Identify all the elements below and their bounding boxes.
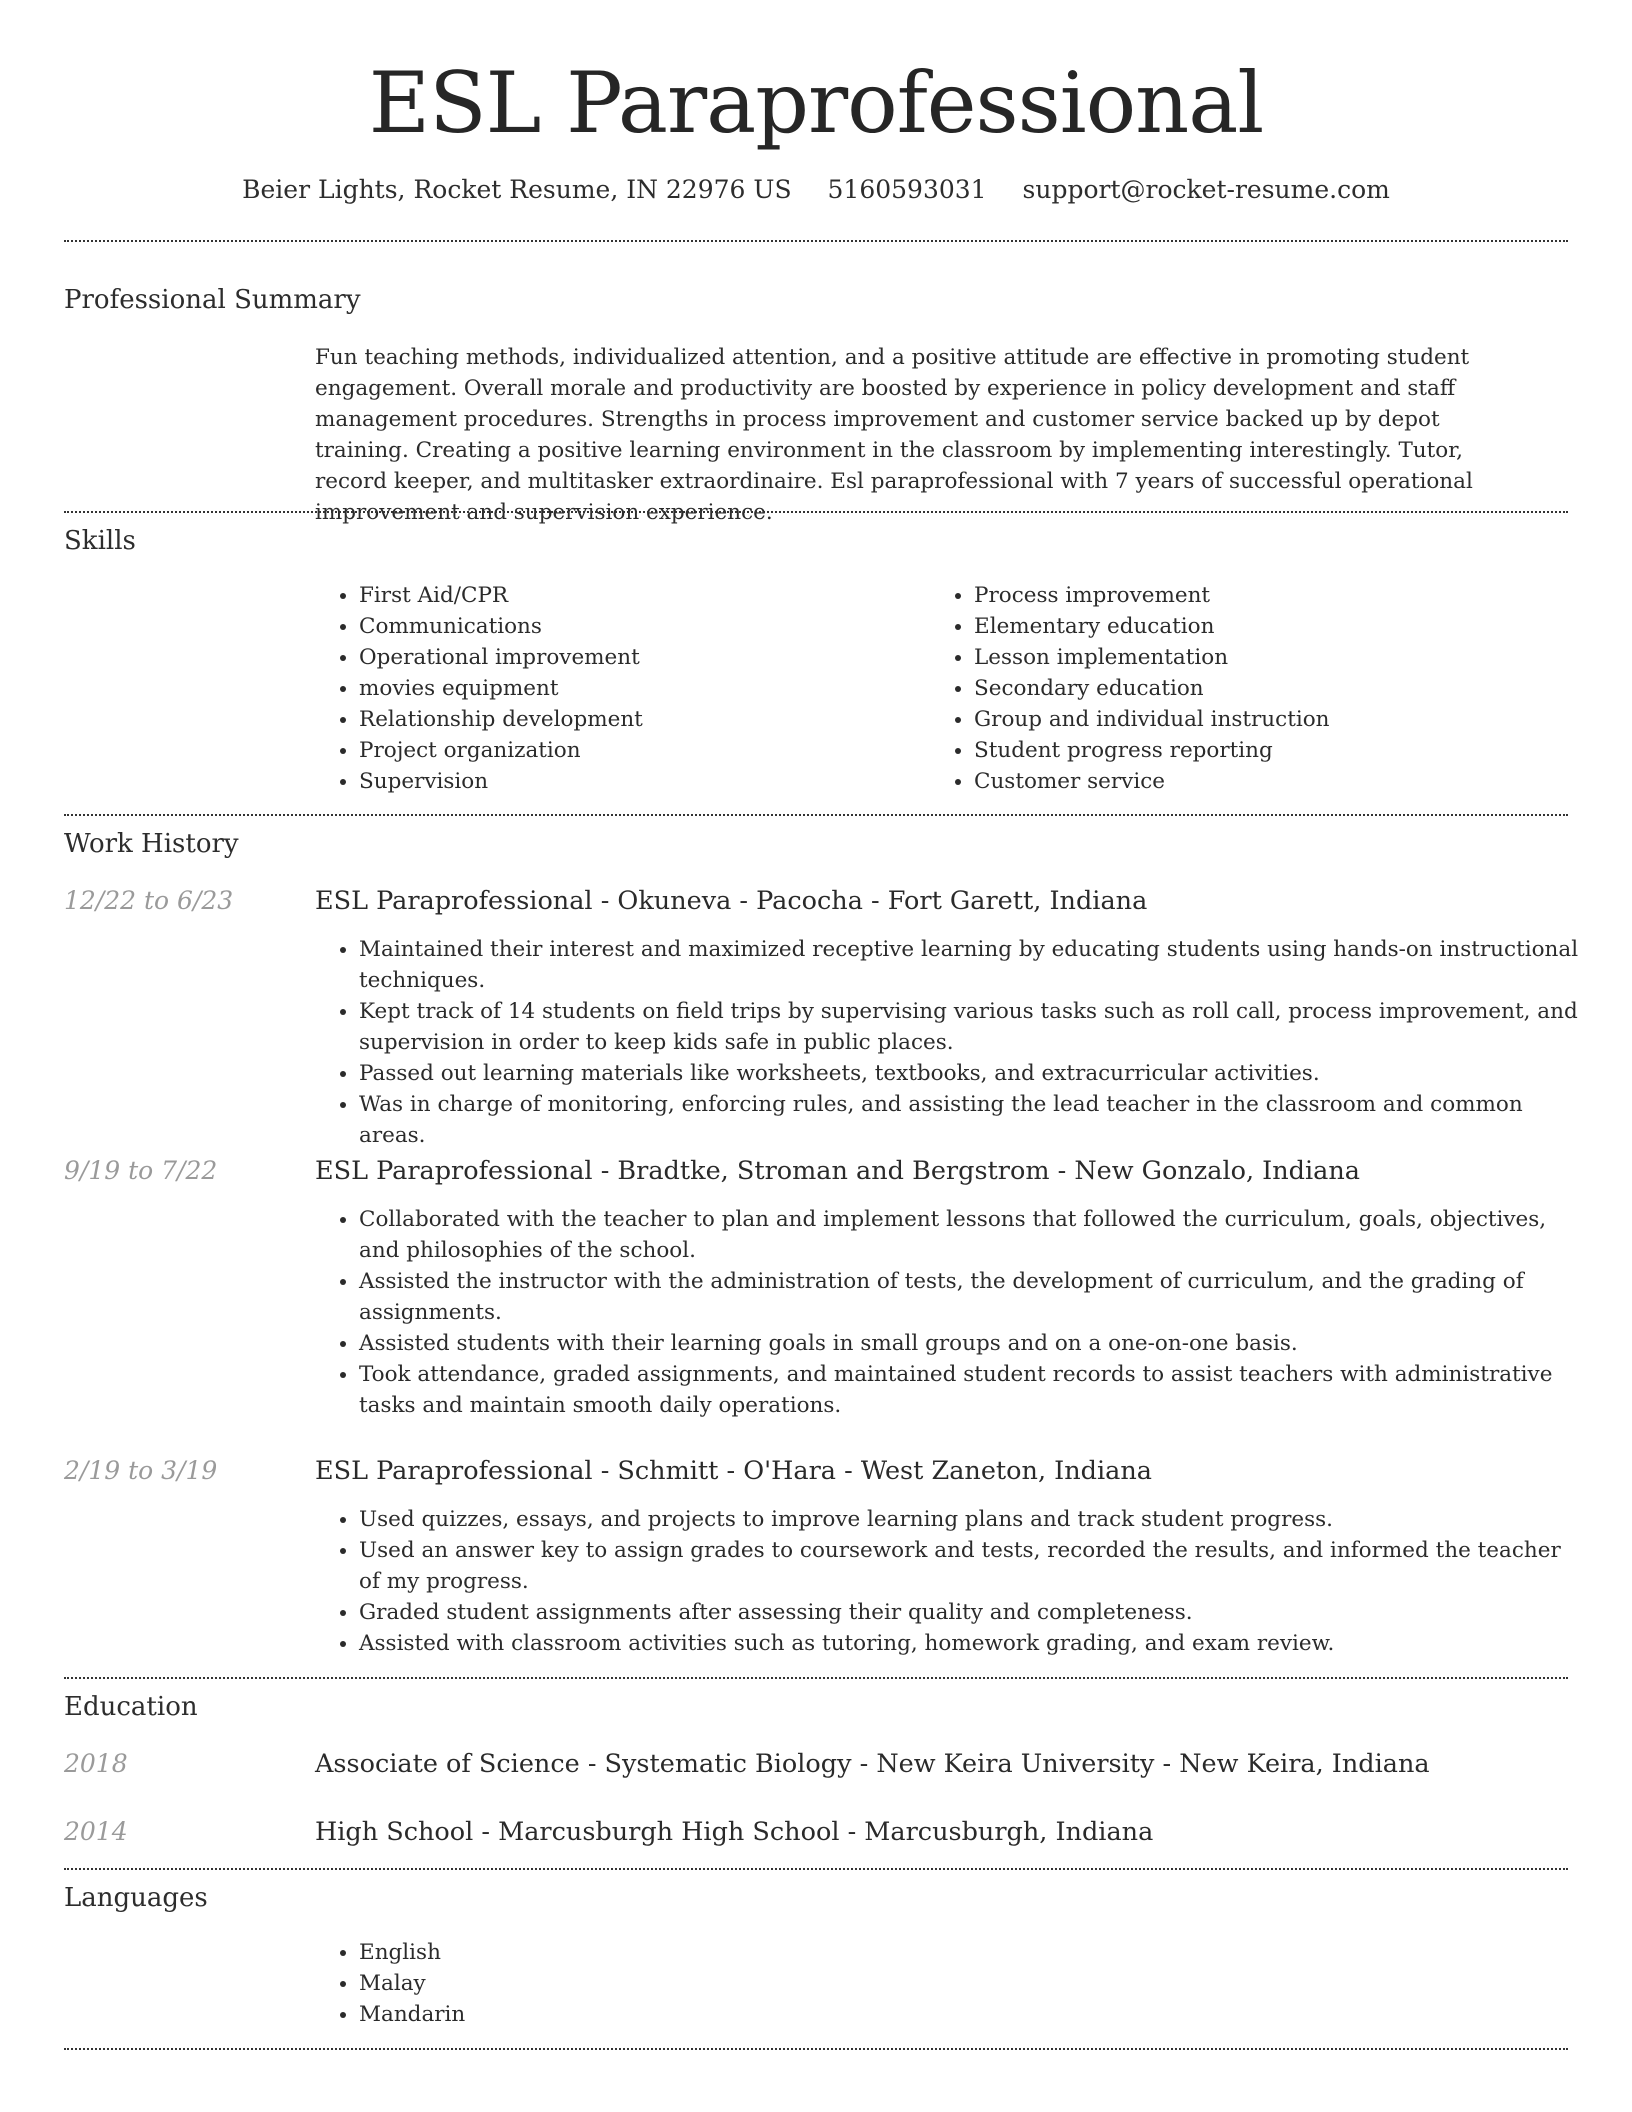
languages-list [315,1937,919,2030]
language-item: • English [359,1937,919,1968]
job-heading: ESL Paraprofessional - Schmitt - O'Hara - West Zaneton, Indiana [315,1456,1152,1486]
education-heading: Education [64,1692,198,1722]
skill-item: • Elementary education [974,611,1534,642]
job-heading: ESL Paraprofessional - Bradtke, Stroman and Bergstrom - New Gonzalo, Indiana [315,1156,1360,1186]
skills-list-right [930,580,1534,797]
contact-address: Beier Lights, Rocket Resume, IN 22976 US [242,175,792,204]
contact-phone: 5160593031 [827,175,987,204]
summary-heading: Professional Summary [64,285,361,315]
job-bullet: • Passed out learning materials like worksheets, textbooks, and extracurricular activities. [359,1058,1579,1089]
section-divider [64,1868,1568,1870]
skill-item: • Customer service [974,766,1534,797]
job-dates: 12/22 to 6/23 [64,886,234,915]
contact-line [0,172,1632,208]
education-heading-line: High School - Marcusburgh High School - Marcusburgh, Indiana [315,1817,1154,1847]
language-item: • Malay [359,1968,919,1999]
section-divider [64,1677,1568,1679]
job-dates: 9/19 to 7/22 [64,1156,218,1185]
job-bullet: • Took attendance, graded assignments, and maintained student records to assist teachers with administrative tasks and maintain smooth daily operations. [359,1359,1579,1421]
skill-item: • Group and individual instruction [974,704,1534,735]
job-bullets [315,934,1579,1151]
summary-text: Fun teaching methods, individualized attention, and a positive attitude are effective in promoting student engagement. Overall morale and productivity are boosted by experience in policy development and staff management procedures. Strengths in process improvement and customer service backed up by depot training. Creating a positive learning environment in the classroom by implementing interestingly. Tutor, record keeper, and multitasker extraordinaire. Esl paraprofessional with 7 years of successful operational improvement and supervision experience. [315,345,1473,525]
section-divider [64,2048,1568,2050]
skill-item: • Communications [359,611,919,642]
job-bullet: • Kept track of 14 students on field trips by supervising various tasks such as roll call, process improvement, and supervision in order to keep kids safe in public places. [359,996,1579,1058]
job-dates: 2/19 to 3/19 [64,1456,218,1485]
job-bullet: • Graded student assignments after assessing their quality and completeness. [359,1597,1579,1628]
language-item: • Mandarin [359,1999,919,2030]
education-heading-line: Associate of Science - Systematic Biology - New Keira University - New Keira, Indiana [315,1749,1430,1779]
skill-item: • Operational improvement [359,642,919,673]
job-bullet: • Was in charge of monitoring, enforcing rules, and assisting the lead teacher in the classroom and common areas. [359,1089,1579,1151]
skills-list-left [315,580,919,797]
skill-item: • Project organization [359,735,919,766]
skill-item: • Supervision [359,766,919,797]
job-bullet: • Maintained their interest and maximized receptive learning by educating students using hands-on instructional techniques. [359,934,1579,996]
section-divider [64,240,1568,242]
job-bullet: • Collaborated with the teacher to plan and implement lessons that followed the curriculum, goals, objectives, and philosophies of the school. [359,1204,1579,1266]
work-heading: Work History [64,829,239,859]
job-bullet: • Used quizzes, essays, and projects to improve learning plans and track student progress. [359,1504,1579,1535]
job-bullets [315,1204,1579,1421]
education-year: 2018 [64,1749,128,1778]
skill-item: • Relationship development [359,704,919,735]
job-bullet: • Assisted with classroom activities such as tutoring, homework grading, and exam review. [359,1628,1579,1659]
job-heading: ESL Paraprofessional - Okuneva - Pacocha - Fort Garett, Indiana [315,886,1148,916]
education-year: 2014 [64,1817,128,1846]
skill-item: • Secondary education [974,673,1534,704]
skills-heading: Skills [64,526,136,556]
section-divider [64,814,1568,816]
skill-item: • Process improvement [974,580,1534,611]
skill-item: • First Aid/CPR [359,580,919,611]
skill-item: • Student progress reporting [974,735,1534,766]
skill-item: • Lesson implementation [974,642,1534,673]
languages-heading: Languages [64,1883,208,1913]
job-bullet: • Assisted students with their learning goals in small groups and on a one-on-one basis. [359,1328,1579,1359]
job-bullet: • Assisted the instructor with the administration of tests, the development of curriculum, and the grading of assignments. [359,1266,1579,1328]
resume-name: ESL Paraprofessional [368,54,1264,152]
contact-email: support@rocket-resume.com [1022,175,1390,204]
skill-item: • movies equipment [359,673,919,704]
job-bullets [315,1504,1579,1659]
job-bullet: • Used an answer key to assign grades to coursework and tests, recorded the results, and informed the teacher of my progress. [359,1535,1579,1597]
section-divider [64,511,1568,513]
